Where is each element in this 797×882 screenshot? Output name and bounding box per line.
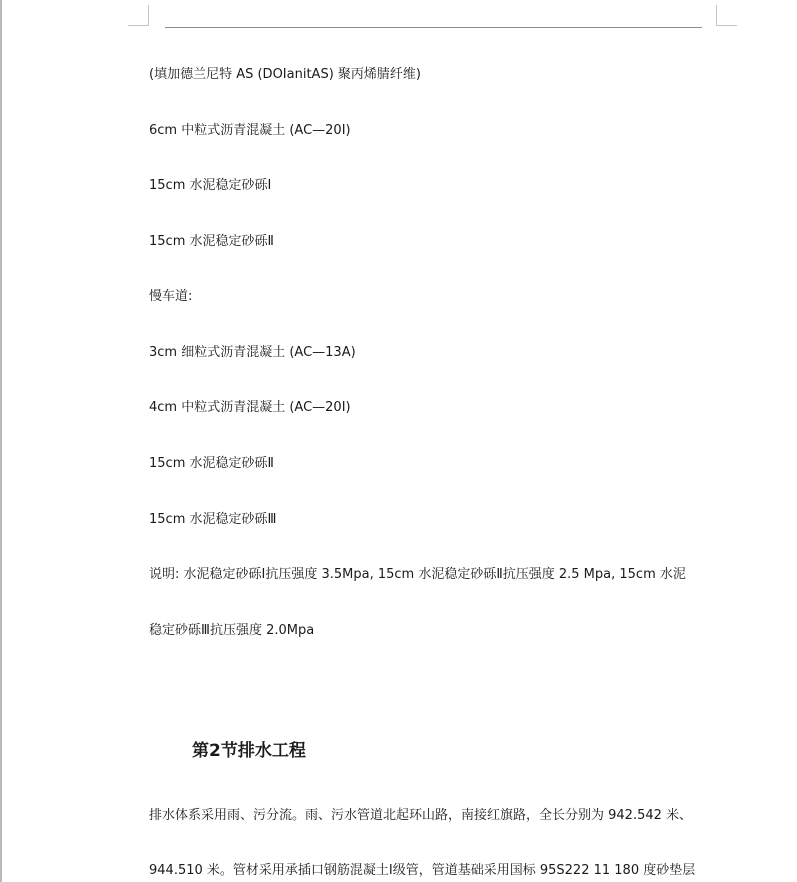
paragraph: 4cm 中粒式沥青混凝土 (AC—20I)	[149, 400, 351, 415]
paragraph: 15cm 水泥稳定砂砾Ⅱ	[149, 234, 274, 249]
header-corner-mark-left	[128, 5, 149, 26]
paragraph: 6cm 中粒式沥青混凝土 (AC—20I)	[149, 123, 351, 138]
note-line-1: 说明: 水泥稳定砂砾Ⅰ抗压强度 3.5Mpa, 15cm 水泥稳定砂砾Ⅱ抗压强度 2.5 Mpa, 15cm 水泥	[149, 567, 686, 582]
note-line-2: 稳定砂砾Ⅲ抗压强度 2.0Mpa	[149, 623, 315, 638]
paragraph: 15cm 水泥稳定砂砾Ⅱ	[149, 456, 274, 471]
paragraph: 15cm 水泥稳定砂砾Ⅲ	[149, 512, 277, 527]
paragraph: 慢车道:	[149, 289, 193, 304]
section-body-line-1: 排水体系采用雨、污分流。雨、污水管道北起环山路，南接红旗路，全长分别为 942.542 米、	[149, 808, 693, 823]
paragraph: 3cm 细粒式沥青混凝土 (AC—13A)	[149, 345, 356, 360]
page-left-edge	[0, 0, 2, 882]
section-body-line-2: 944.510 米。管材采用承插口钢筋混凝土Ⅰ级管，管道基础采用国标 95S222 11 180 度砂垫层	[149, 863, 696, 878]
paragraph: 15cm 水泥稳定砂砾Ⅰ	[149, 178, 272, 193]
header-rule	[165, 27, 702, 28]
paragraph: (填加德兰尼特 AS (DOIanitAS) 聚丙烯腈纤维)	[149, 67, 421, 82]
header-corner-mark-right	[716, 5, 737, 26]
section-heading: 第2节排水工程	[192, 741, 306, 761]
